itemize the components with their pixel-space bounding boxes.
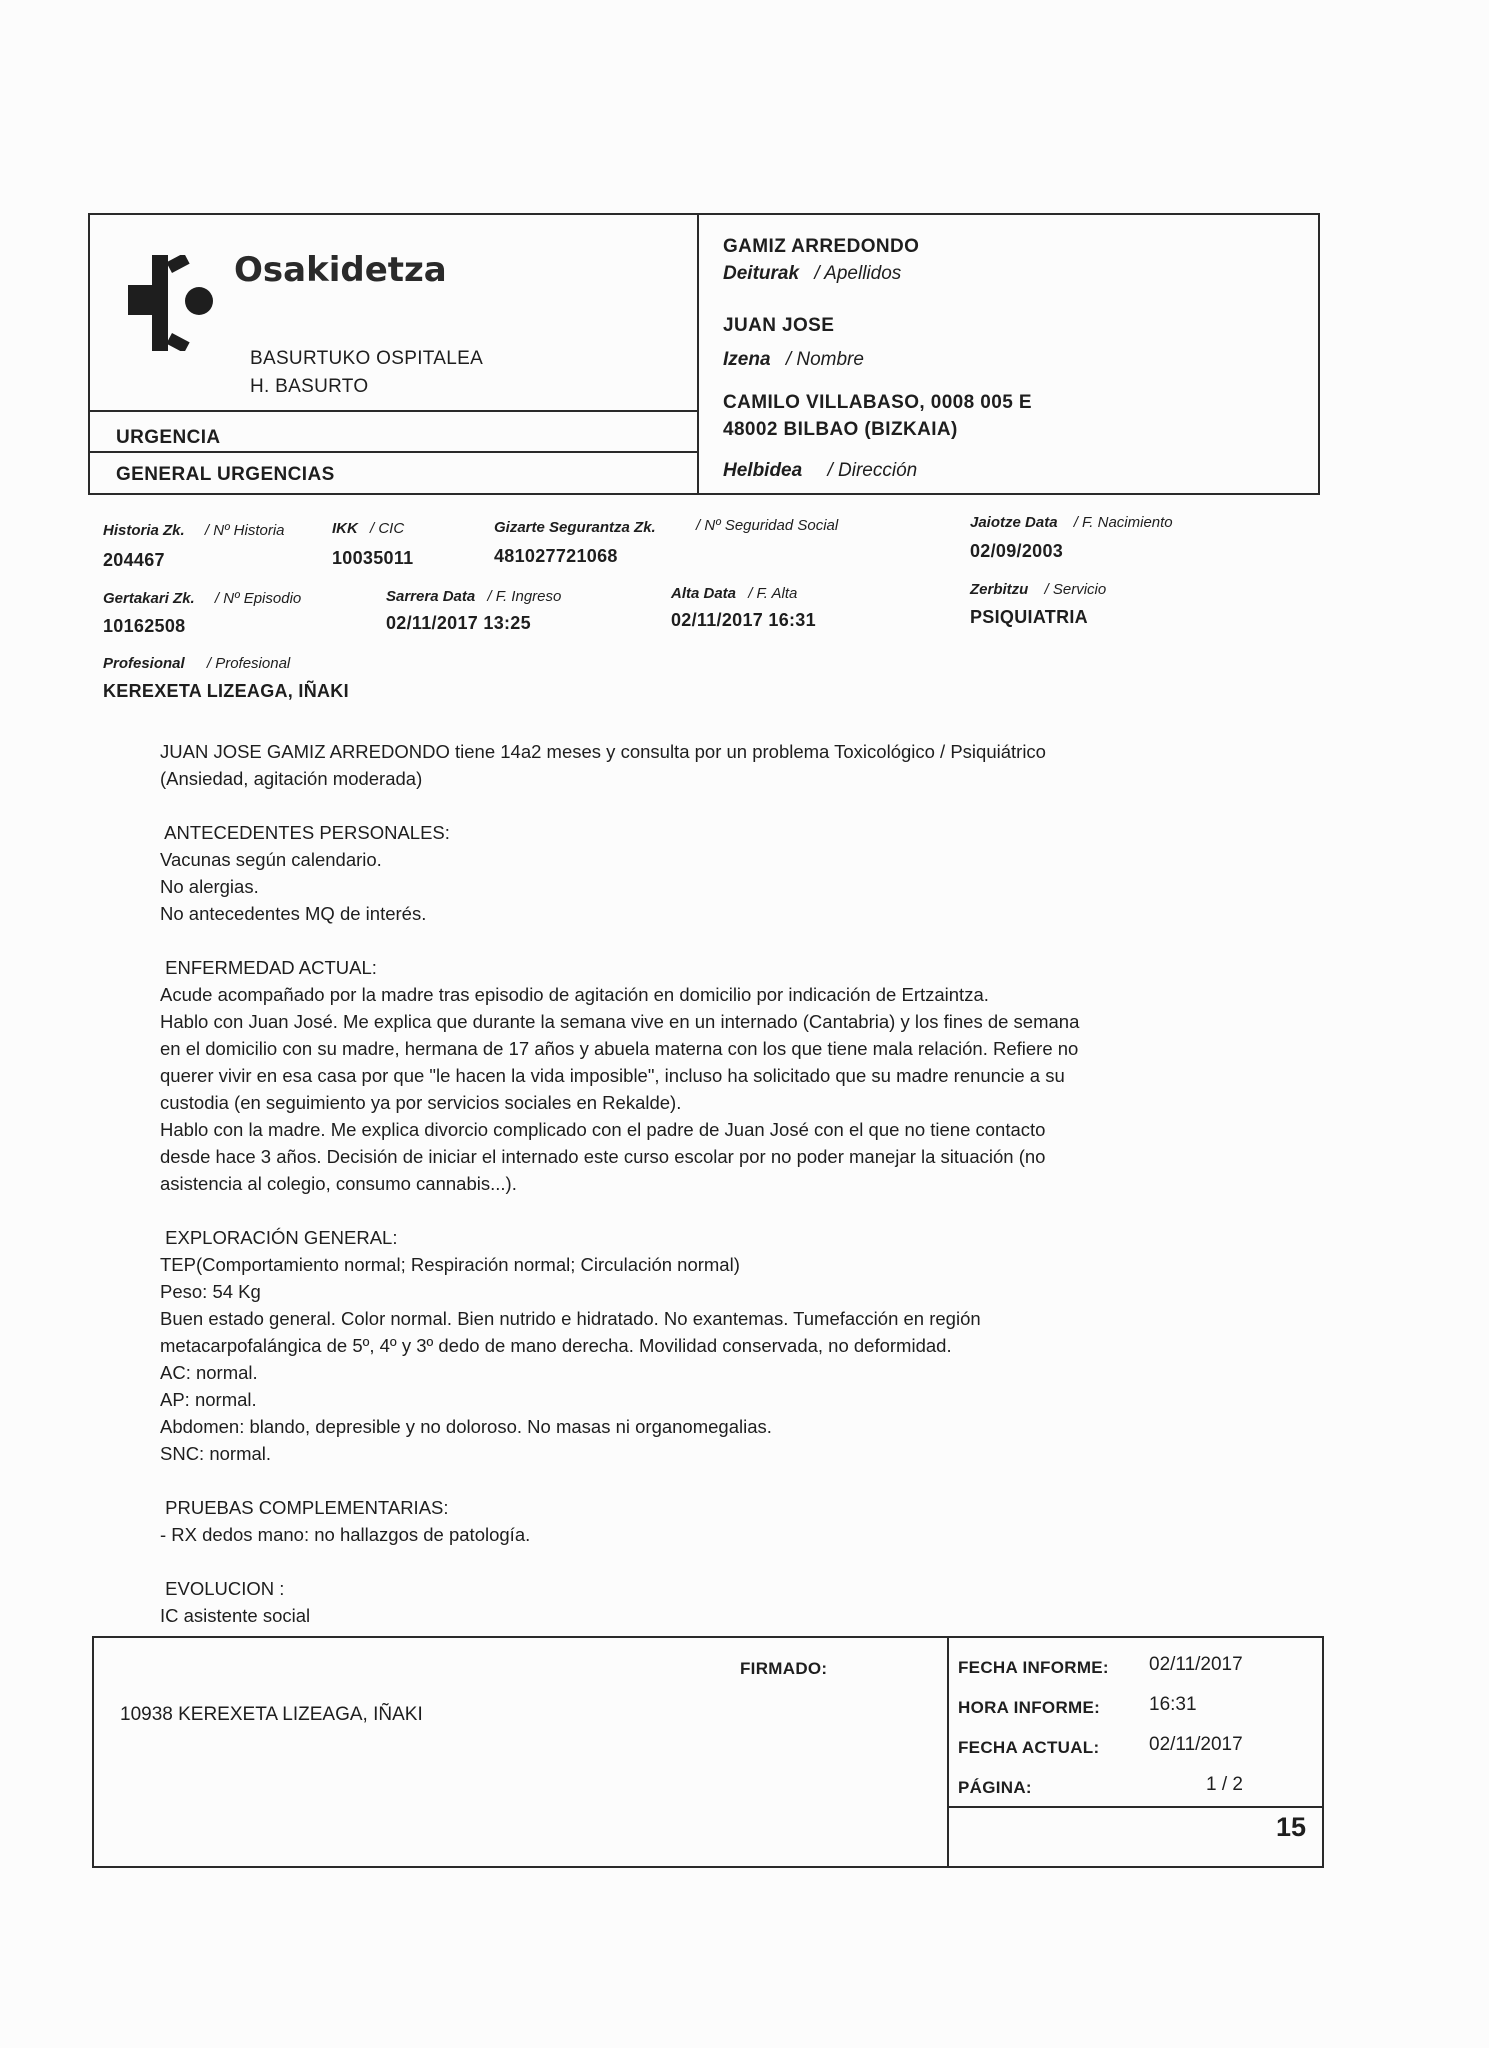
episode-label-eu: Gertakari Zk.	[103, 590, 195, 607]
ikk-value: 10035011	[332, 548, 414, 568]
enfermedad-line: querer vivir en esa casa por que "le hacen la vida imposible", incluso ha solicitado que su madre renuncie a su	[160, 1065, 1065, 1086]
pruebas-line: - RX dedos mano: no hallazgos de patología.	[160, 1524, 531, 1545]
antecedentes-line: Vacunas según calendario.	[160, 849, 382, 870]
section-title-exploracion: EXPLORACIÓN GENERAL:	[160, 1227, 398, 1248]
episode-label	[103, 590, 301, 607]
admission-label-eu: Sarrera Data	[386, 588, 476, 605]
ss-label	[494, 519, 656, 536]
page-value: 1 / 2	[1206, 1774, 1243, 1795]
sheet-number: 15	[1276, 1812, 1307, 1842]
service-label-es: / Servicio	[1044, 581, 1107, 598]
report-body	[160, 738, 1079, 1629]
professional-value: KEREXETA LIZEAGA, IÑAKI	[103, 681, 349, 701]
hospital-name-eu: BASURTUKO OSPITALEA	[250, 348, 484, 369]
evolucion-line: IC asistente social	[160, 1605, 311, 1626]
admission-value: 02/11/2017 13:25	[386, 613, 531, 633]
service-label-eu: Zerbitzu	[970, 581, 1029, 598]
historia-label	[103, 522, 285, 539]
historia-value: 204467	[103, 550, 165, 570]
header-unit-divider-top	[88, 410, 698, 412]
enfermedad-line: en el domicilio con su madre, hermana de 17 años y abuela materna con los que tiene mala relación. Refiere no	[160, 1038, 1079, 1059]
antecedentes-line: No antecedentes MQ de interés.	[160, 903, 427, 924]
discharge-label-eu: Alta Data	[671, 585, 737, 602]
signer-name: 10938 KEREXETA LIZEAGA, IÑAKI	[120, 1704, 423, 1725]
exploracion-line: metacarpofalángica de 5º, 4º y 3º dedo de mano derecha. Movilidad conservada, no deformidad.	[160, 1335, 952, 1356]
section-title-enfermedad: ENFERMEDAD ACTUAL:	[160, 957, 377, 978]
exploracion-line: SNC: normal.	[160, 1443, 272, 1464]
address-label	[723, 460, 917, 482]
intro-line: (Ansiedad, agitación moderada)	[160, 768, 423, 789]
professional-label-eu: Profesional	[103, 655, 185, 672]
enfermedad-line: custodia (en seguimiento ya por servicios sociales en Rekalde).	[160, 1092, 682, 1113]
report-time-label: HORA INFORME:	[958, 1698, 1101, 1717]
report-date-value: 02/11/2017	[1149, 1654, 1243, 1675]
historia-label-es: / Nº Historia	[204, 522, 285, 539]
exploracion-line: Peso: 54 Kg	[160, 1281, 261, 1302]
service-label	[970, 581, 1106, 598]
birth-label-es: / F. Nacimiento	[1073, 514, 1173, 531]
professional-label	[103, 655, 290, 672]
hospital-name-es: H. BASURTO	[250, 376, 369, 397]
enfermedad-line: Hablo con Juan José. Me explica que durante la semana vive en un internado (Cantabria) y los fines de semana	[160, 1011, 1080, 1032]
ss-label-es: / Nº Seguridad Social	[696, 517, 839, 534]
surnames-label-eu: Deiturak	[723, 263, 800, 284]
admission-label	[386, 588, 561, 605]
ikk-label-eu: IKK	[332, 520, 358, 537]
episode-value: 10162508	[103, 616, 186, 636]
department-name: GENERAL URGENCIAS	[116, 464, 335, 485]
service-value: PSIQUIATRIA	[970, 607, 1088, 627]
birth-value: 02/09/2003	[970, 541, 1064, 561]
professional-label-es: / Profesional	[206, 655, 291, 672]
footer-number-divider	[947, 1806, 1324, 1808]
discharge-value: 02/11/2017 16:31	[671, 610, 816, 630]
exploracion-line: AP: normal.	[160, 1389, 257, 1410]
page-label: PÁGINA:	[958, 1778, 1032, 1797]
discharge-label-es: / F. Alta	[748, 585, 798, 602]
enfermedad-line: desde hace 3 años. Decisión de iniciar el internado este curso escolar por no poder manejar la situación (no	[160, 1146, 1046, 1167]
osakidetza-logo-icon	[126, 255, 222, 351]
enfermedad-line: Acude acompañado por la madre tras episodio de agitación en domicilio por indicación de Ertzaintza.	[160, 984, 989, 1005]
header-unit-divider-bottom	[88, 451, 698, 453]
report-time-value: 16:31	[1149, 1694, 1197, 1715]
ikk-label-es: / CIC	[370, 520, 405, 537]
section-title-evolucion: EVOLUCION :	[160, 1578, 285, 1599]
birth-label	[970, 514, 1173, 531]
discharge-label	[671, 585, 797, 602]
antecedentes-line: No alergias.	[160, 876, 259, 897]
current-date-label: FECHA ACTUAL:	[958, 1738, 1100, 1757]
exploracion-line: Abdomen: blando, depresible y no doloroso. No masas ni organomegalias.	[160, 1416, 772, 1437]
signed-label: FIRMADO:	[740, 1659, 828, 1678]
episode-label-es: / Nº Episodio	[214, 590, 302, 607]
footer-vertical-divider	[947, 1636, 949, 1868]
exploracion-line: TEP(Comportamiento normal; Respiración normal; Circulación normal)	[160, 1254, 740, 1275]
section-title-pruebas: PRUEBAS COMPLEMENTARIAS:	[160, 1497, 449, 1518]
org-name: Osakidetza	[234, 250, 447, 290]
surnames-label-es: / Apellidos	[814, 263, 902, 284]
intro-line: JUAN JOSE GAMIZ ARREDONDO tiene 14a2 meses y consulta por un problema Toxicológico / Psiquiátrico	[160, 741, 1046, 762]
patient-address-line1: CAMILO VILLABASO, 0008 005 E	[723, 392, 1032, 413]
patient-name: JUAN JOSE	[723, 315, 835, 336]
unit-name: URGENCIA	[116, 427, 221, 448]
address-label-es: / Dirección	[827, 460, 918, 481]
surnames-label	[723, 263, 901, 285]
current-date-value: 02/11/2017	[1149, 1734, 1243, 1755]
name-label	[723, 349, 864, 371]
footer-box	[92, 1636, 1324, 1868]
address-label-eu: Helbidea	[723, 460, 803, 481]
section-title-antecedentes: ANTECEDENTES PERSONALES:	[160, 822, 450, 843]
name-label-es: / Nombre	[785, 349, 864, 370]
enfermedad-line: Hablo con la madre. Me explica divorcio complicado con el padre de Juan José con el que no tiene contacto	[160, 1119, 1046, 1140]
historia-label-eu: Historia Zk.	[103, 522, 185, 539]
patient-address-line2: 48002 BILBAO (BIZKAIA)	[723, 419, 958, 440]
admission-label-es: / F. Ingreso	[487, 588, 562, 605]
birth-label-eu: Jaiotze Data	[970, 514, 1058, 531]
patient-surnames: GAMIZ ARREDONDO	[723, 236, 920, 257]
exploracion-line: AC: normal.	[160, 1362, 258, 1383]
ss-label-eu: Gizarte Segurantza Zk.	[494, 519, 656, 536]
enfermedad-line: asistencia al colegio, consumo cannabis...).	[160, 1173, 517, 1194]
ikk-label	[332, 520, 404, 537]
name-label-eu: Izena	[723, 349, 771, 370]
ss-value: 481027721068	[494, 546, 618, 566]
exploracion-line: Buen estado general. Color normal. Bien nutrido e hidratado. No exantemas. Tumefacción en región	[160, 1308, 981, 1329]
report-date-label: FECHA INFORME:	[958, 1658, 1109, 1677]
